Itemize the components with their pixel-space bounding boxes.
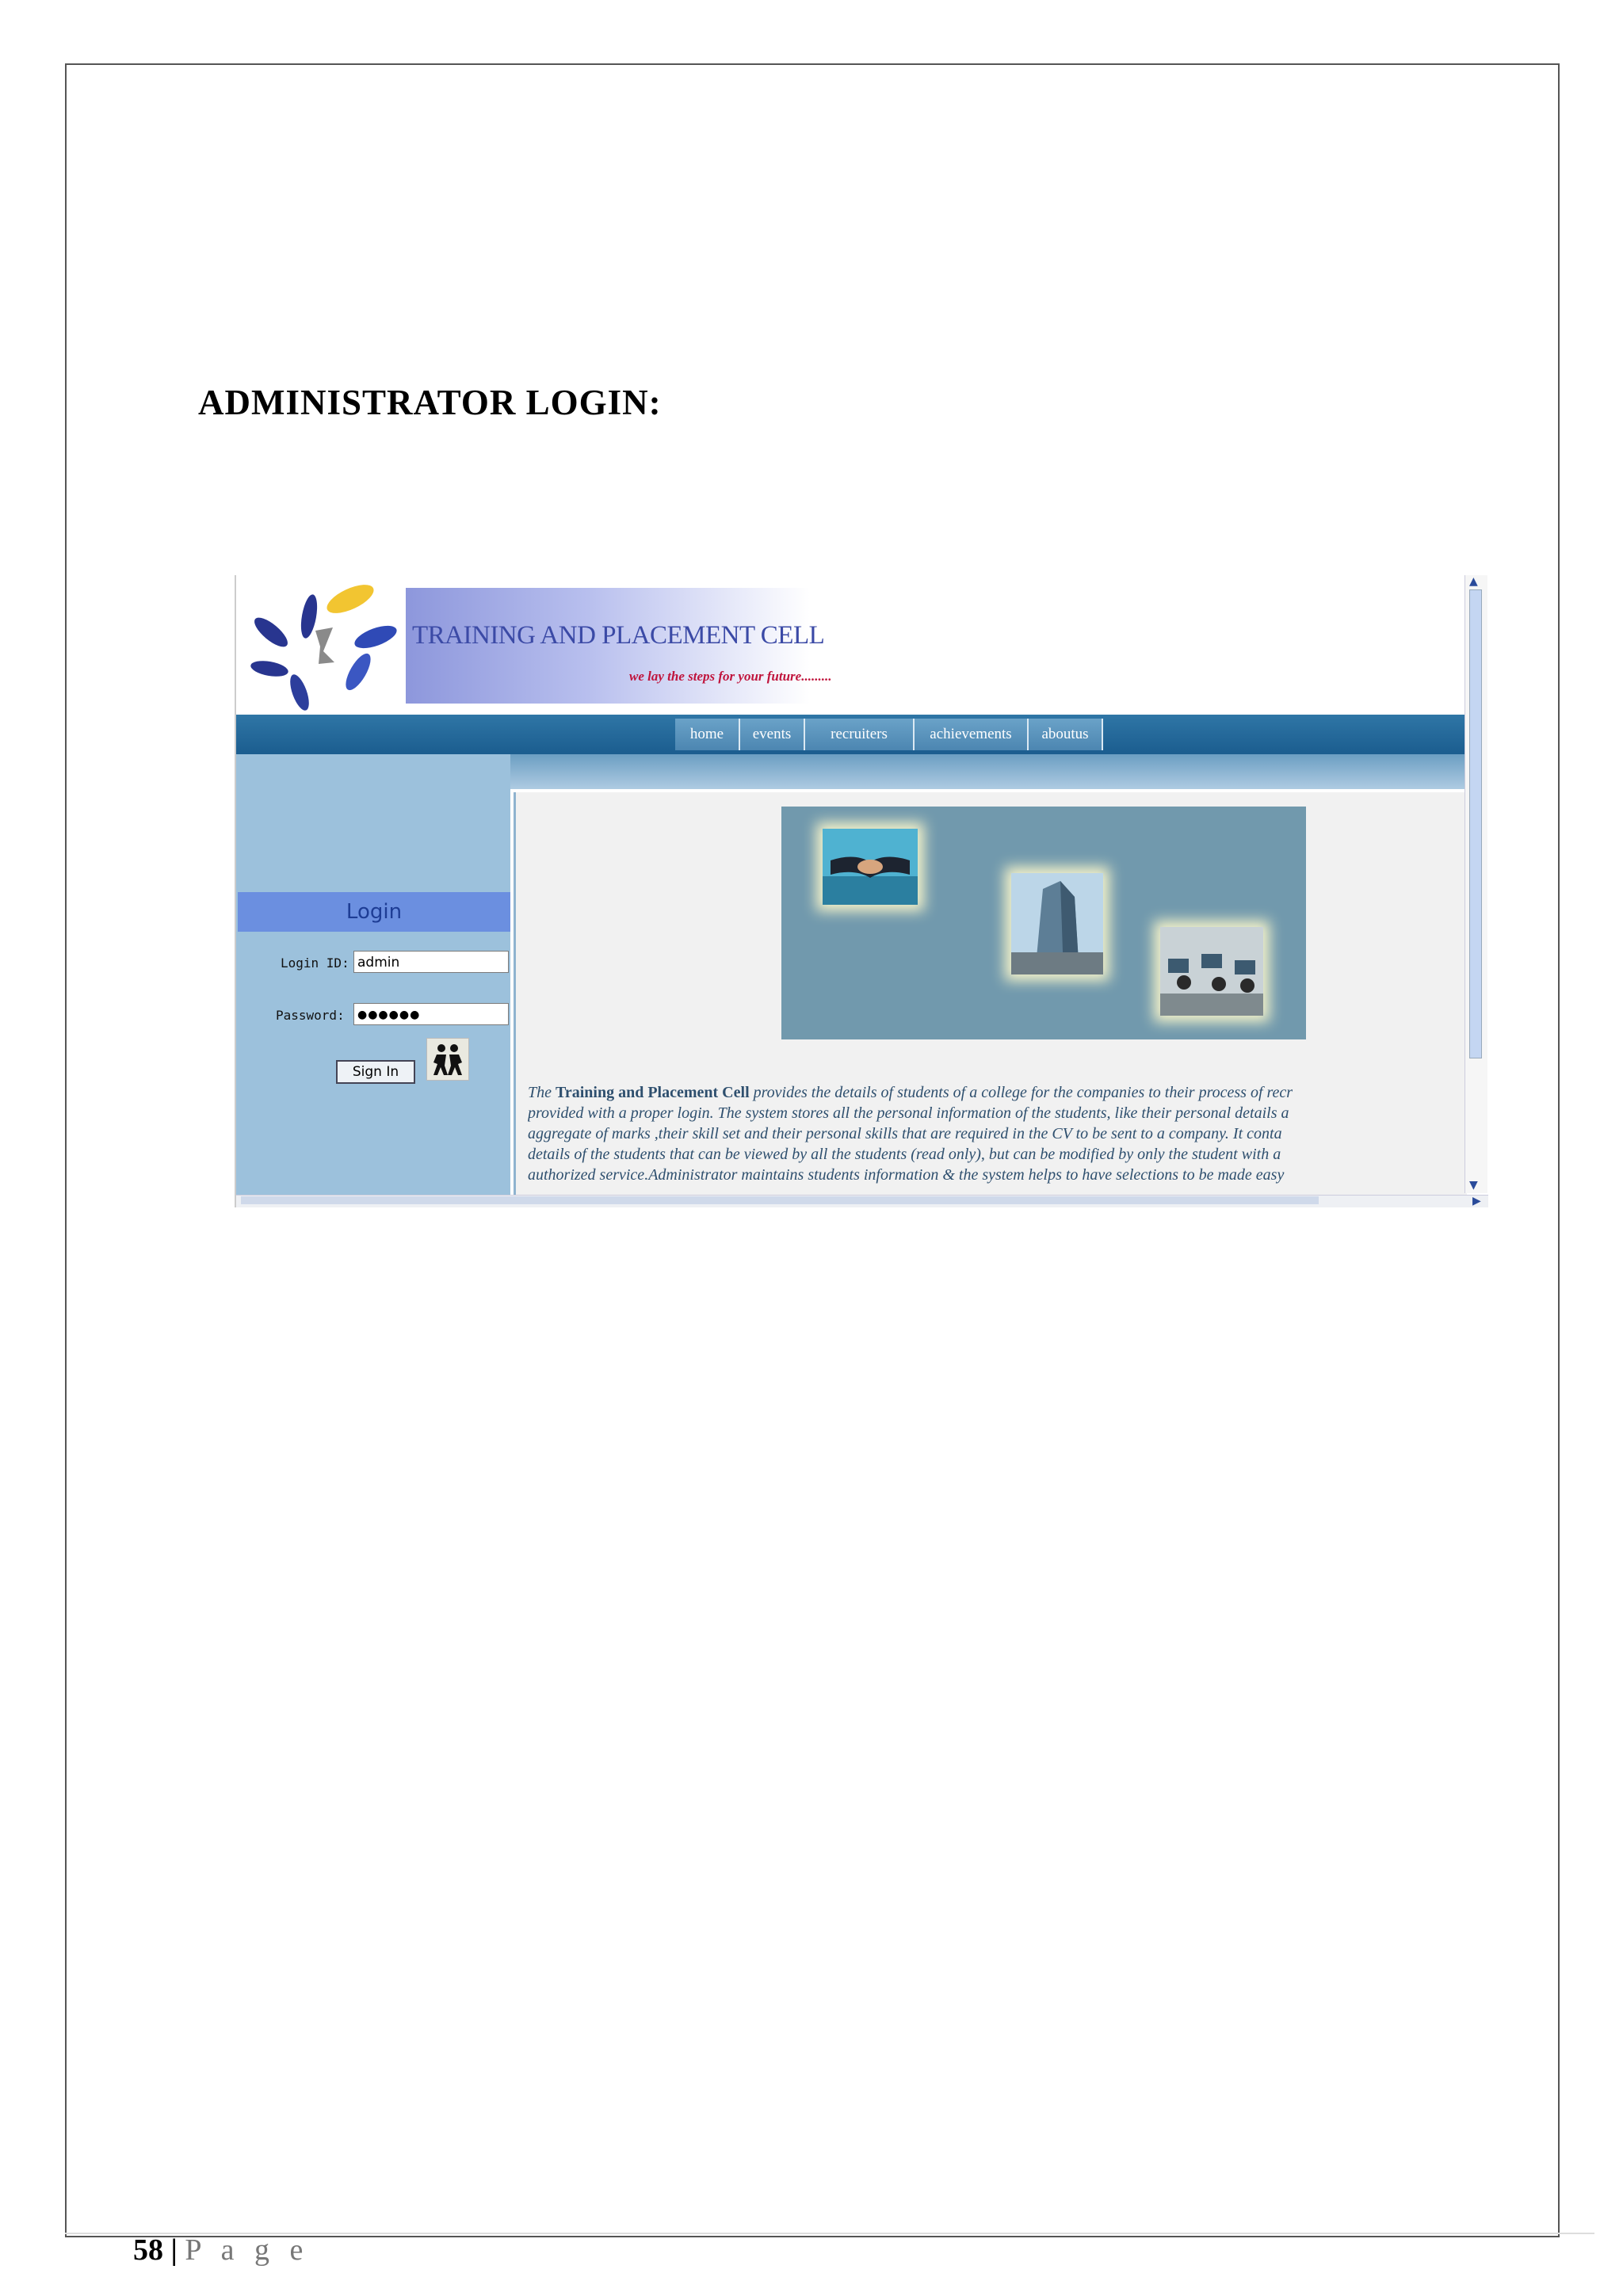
page-label: P a g e <box>185 2233 310 2267</box>
password-label: Password: <box>276 1008 345 1023</box>
people-icon <box>426 1038 469 1081</box>
scroll-up-icon[interactable]: ▲ <box>1469 575 1478 588</box>
description-line-5: authorized service.Administrator maintains students information & the system helps to have selections to be made easy <box>528 1166 1285 1184</box>
sign-in-button[interactable]: Sign In <box>336 1060 415 1084</box>
content-header-bar <box>510 754 1465 789</box>
vertical-scroll-thumb[interactable] <box>1469 589 1482 1058</box>
nav-bar <box>236 715 1465 754</box>
site-banner <box>236 575 1465 715</box>
login-id-label: Login ID: <box>281 955 349 971</box>
nav-item-home[interactable]: home <box>675 719 740 750</box>
page-number: 58 <box>133 2233 163 2267</box>
description-line-4: details of the students that can be viewed by all the students (read only), but can be modified by only the student with a <box>528 1146 1281 1163</box>
description-line-2: provided with a proper login. The system stores all the personal information of the students, like their personal details a <box>528 1104 1289 1122</box>
website-screenshot <box>235 575 1488 1207</box>
horizontal-scroll-thumb[interactable] <box>241 1196 1319 1204</box>
nav-item-recruiters[interactable]: recruiters <box>805 719 915 750</box>
logo-emblem-icon <box>239 575 406 711</box>
description-line-1: The Training and Placement Cell provides the details of students of a college for the companies to their process of recr <box>528 1084 1293 1101</box>
login-id-input[interactable]: admin <box>353 951 509 973</box>
office-building-photo-icon <box>1011 873 1103 974</box>
password-input[interactable]: ●●●●●● <box>353 1003 509 1025</box>
page-footer <box>133 2233 309 2267</box>
scroll-down-icon[interactable]: ▼ <box>1469 1179 1478 1192</box>
nav-item-achievements[interactable]: achievements <box>915 719 1029 750</box>
handshake-photo-icon <box>823 829 918 905</box>
description-strong: Training and Placement Cell <box>556 1084 750 1101</box>
section-heading: ADMINISTRATOR LOGIN: <box>198 383 662 422</box>
nav-item-events[interactable]: events <box>740 719 805 750</box>
nav-item-aboutus[interactable]: aboutus <box>1029 719 1103 750</box>
login-panel <box>236 754 510 1207</box>
description-line-3: aggregate of marks ,their skill set and their personal skills that are required in the CV to be sent to a company. It conta <box>528 1125 1282 1142</box>
photo-collage <box>781 807 1306 1039</box>
site-tagline: we lay the steps for your future......... <box>629 669 832 684</box>
computer-lab-photo-icon <box>1160 927 1263 1016</box>
description-text <box>528 1082 1461 1185</box>
scroll-right-icon[interactable]: ▶ <box>1472 1195 1481 1207</box>
login-heading: Login <box>238 892 510 932</box>
site-title: TRAINING AND PLACEMENT CELL <box>412 621 825 650</box>
page-separator: | <box>170 2233 178 2267</box>
